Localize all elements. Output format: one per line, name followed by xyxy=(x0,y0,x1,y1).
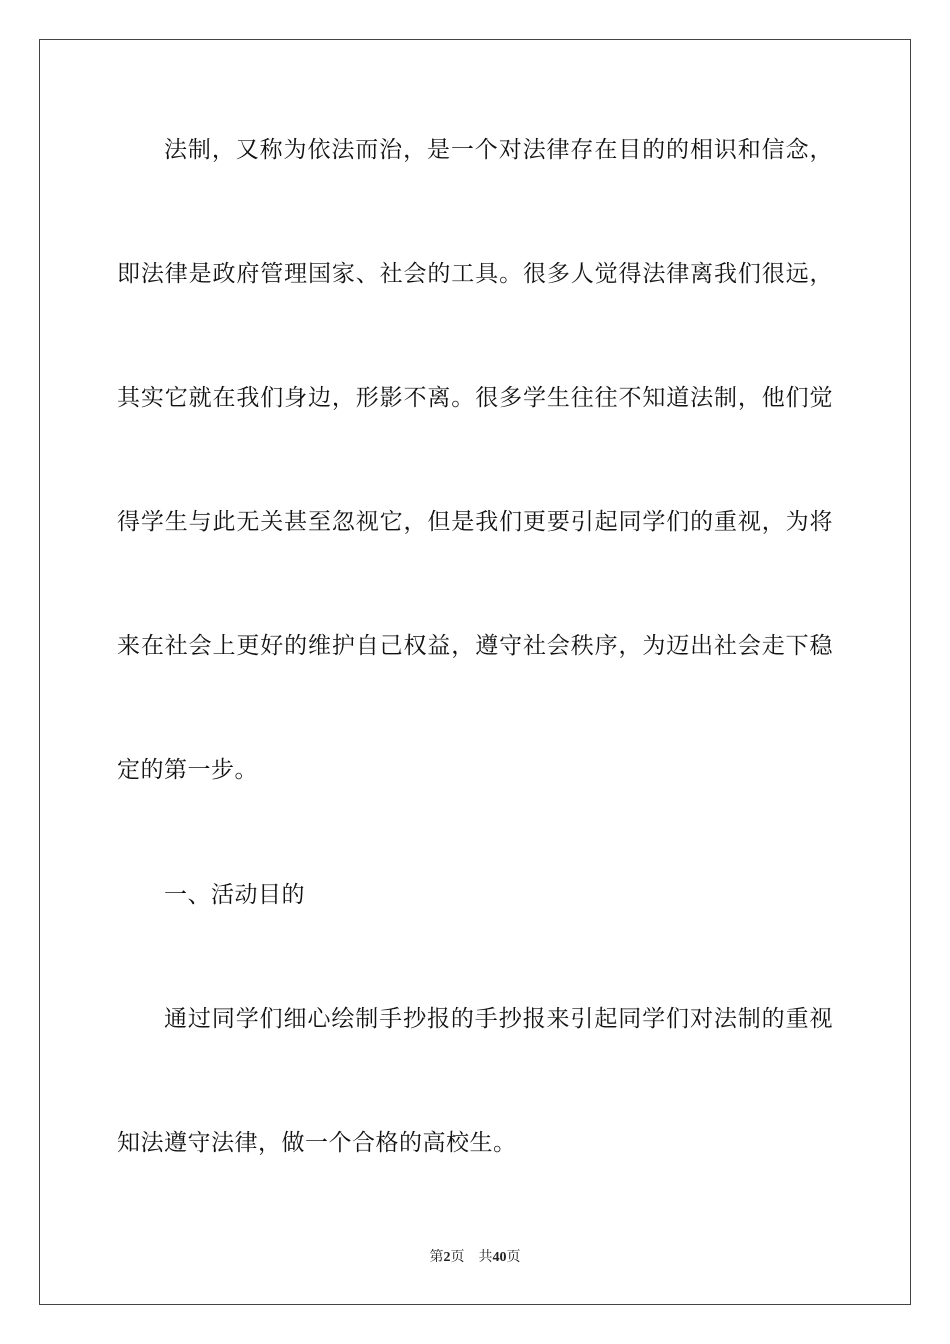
footer-total-prefix: 共 xyxy=(478,1249,493,1265)
paragraph-line-4: 得学生与此无关甚至忽视它，但是我们更要引起同学们的重视，为将 xyxy=(117,509,833,535)
page-footer xyxy=(0,1248,950,1267)
paragraph-line-6: 定的第一步。 xyxy=(117,757,258,783)
footer-page-number: 2 xyxy=(443,1250,451,1265)
paragraph-line-7: 通过同学们细心绘制手抄报的手抄报来引起同学们对法制的重视 xyxy=(164,1006,833,1032)
paragraph-line-1: 法制，又称为依法而治，是一个对法律存在目的的相识和信念， xyxy=(164,137,833,163)
paragraph-line-2: 即法律是政府管理国家、社会的工具。很多人觉得法律离我们很远， xyxy=(117,261,833,287)
paragraph-line-3: 其实它就在我们身边，形影不离。很多学生往往不知道法制，他们觉 xyxy=(117,385,833,411)
section-heading: 一、活动目的 xyxy=(164,882,305,908)
paragraph-line-5: 来在社会上更好的维护自己权益，遵守社会秩序，为迈出社会走下稳 xyxy=(117,633,833,659)
footer-total-pages: 40 xyxy=(492,1250,507,1265)
page-border xyxy=(39,39,911,1305)
footer-page-suffix: 页 xyxy=(450,1249,465,1265)
footer-total-suffix: 页 xyxy=(506,1249,521,1265)
footer-page-prefix: 第 xyxy=(429,1249,444,1265)
paragraph-line-8: 知法遵守法律，做一个合格的高校生。 xyxy=(117,1130,517,1156)
